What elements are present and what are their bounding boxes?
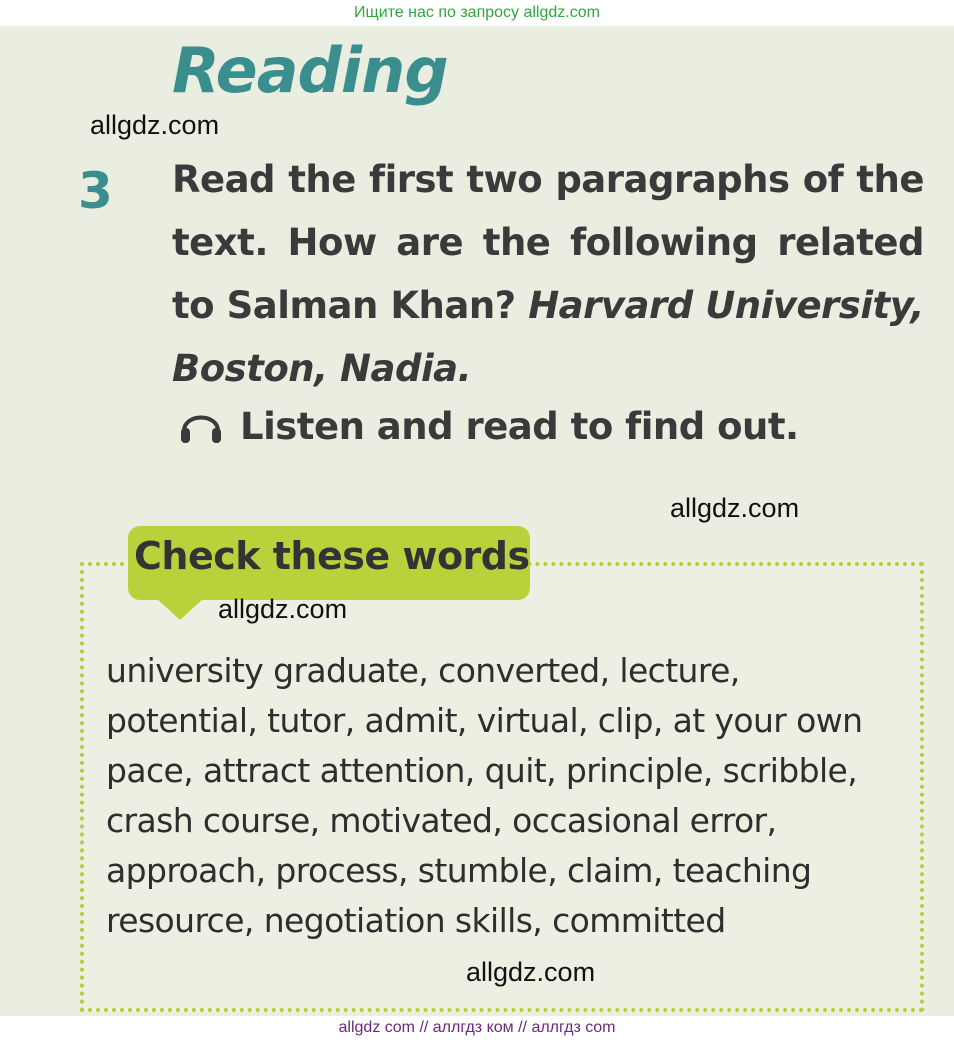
tag-pointer [156,598,204,620]
exercise-instruction [172,148,924,400]
listen-row [176,398,799,454]
listen-instruction: Listen and read to find out. [240,404,799,448]
watermark: allgdz.com [218,594,348,624]
watermark: allgdz.com [670,493,800,523]
bottom-banner: allgdz com // аллгдз ком // аллгдз com [338,1019,616,1036]
check-words-tag [128,526,530,600]
watermark: allgdz.com [90,110,220,140]
top-banner: Ищите нас по запросу allgdz.com [354,4,600,21]
textbook-page [0,26,954,1016]
section-title: Reading [172,34,448,107]
headphones-icon[interactable] [176,399,226,453]
check-words-list: university graduate, converted, lecture, potential, tutor, admit, virtual, clip, at your own pace, attract attention, quit, principle, scribble, crash course, motivated, occasional error, approach, process, stumble, claim, teaching resource, negotiation skills, committed [106,651,863,940]
instruction-text: Read the first two paragraphs of the text. How are the following related to Salman Khan? [172,158,924,327]
exercise-number: 3 [78,162,113,220]
instruction-items: Harvard University, Boston, Nadia. [172,284,924,390]
watermark: allgdz.com [466,957,596,987]
check-words-title: Check these words [134,534,530,578]
